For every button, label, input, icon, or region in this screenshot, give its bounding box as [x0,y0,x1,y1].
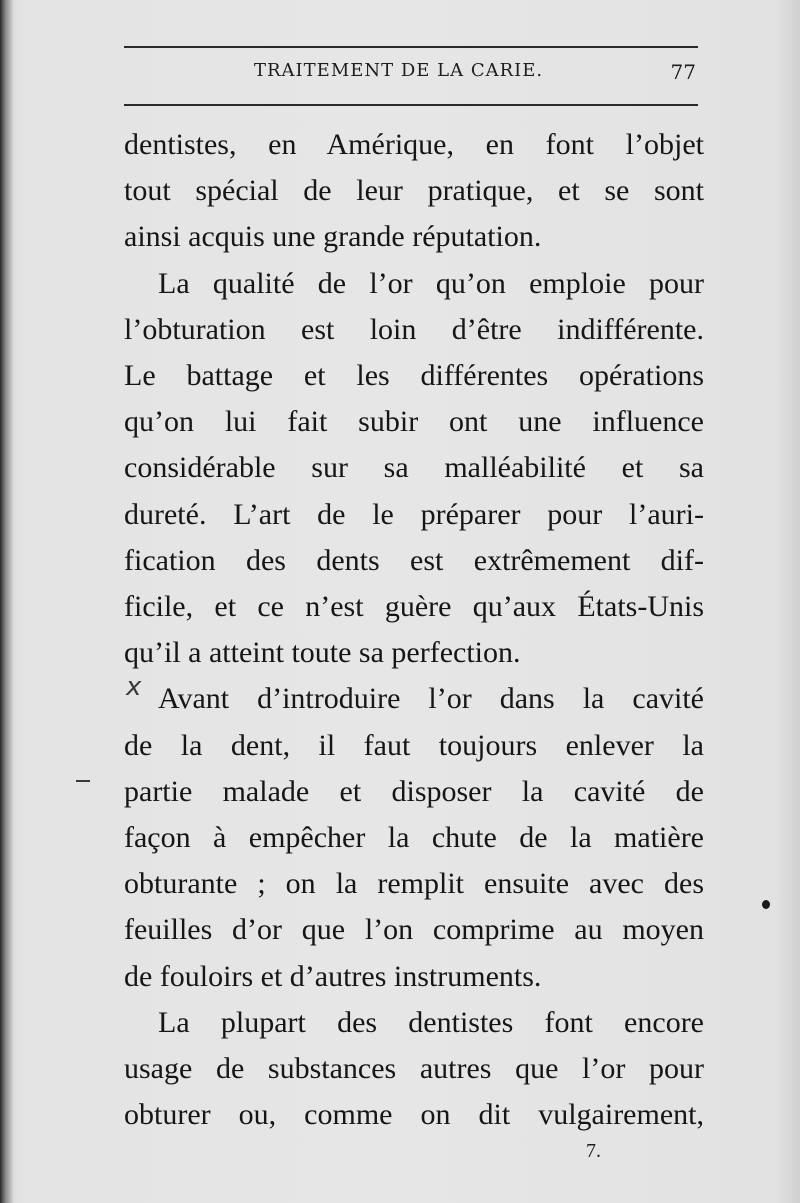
handwritten-margin-mark: x [126,672,142,702]
paragraph-2 [124,261,704,677]
text-line: tout spécial de leur pratique, et se sont [124,174,704,208]
text-line: dureté. L’art de le préparer pour l’auri- [124,497,704,531]
text-line: ainsi acquis une grande réputation. [124,220,542,254]
text-line: obturante ; on la remplit ensuite avec des [124,867,704,901]
text-line: Avant d’introduire l’or dans la cavité [158,682,704,716]
text-line: dentistes, en Amérique, en font l’objet [124,128,704,161]
page-gutter-shadow [0,0,14,1203]
text-line: de la dent, il faut toujours enlever la [124,728,704,762]
margin-dash-mark [76,780,90,782]
text-line: obturer ou, comme on dit vulgairement, [124,1098,704,1132]
text-line: l’obturation est loin d’être indifférente. [124,312,704,346]
header-bottom-rule [124,104,698,106]
text-line: fication des dents est extrêmement dif- [124,543,704,577]
paragraph-4 [124,1000,704,1139]
text-line: considérable sur sa malléabilité et sa [124,451,704,485]
text-line: feuilles d’or que l’on comprime au moyen [124,913,704,947]
text-line: ficile, et ce n’est guère qu’aux États-Unis [124,590,704,624]
page-number: 77 [670,60,696,84]
text-line: La plupart des dentistes font encore [158,1005,704,1039]
ink-spot [762,900,770,909]
running-title: TRAITEMENT DE LA CARIE. [254,60,544,81]
body-text [124,122,704,1138]
text-line: partie malade et disposer la cavité de [124,774,704,808]
text-line: de fouloirs et d’autres instruments. [124,959,542,993]
text-line: La qualité de l’or qu’on emploie pour [158,266,704,300]
text-line: qu’on lui fait subir ont une influence [124,405,704,439]
text-line: Le battage et les différentes opérations [124,359,704,393]
text-line: usage de substances autres que l’or pour [124,1052,704,1086]
signature-mark: 7. [586,1140,601,1162]
text-line: façon à empêcher la chute de la matière [124,821,704,855]
paragraph-1 [124,122,704,261]
header-top-rule [124,46,698,48]
running-head [124,60,698,90]
paragraph-3 [124,676,704,999]
text-line: qu’il a atteint toute sa perfection. [124,636,521,670]
